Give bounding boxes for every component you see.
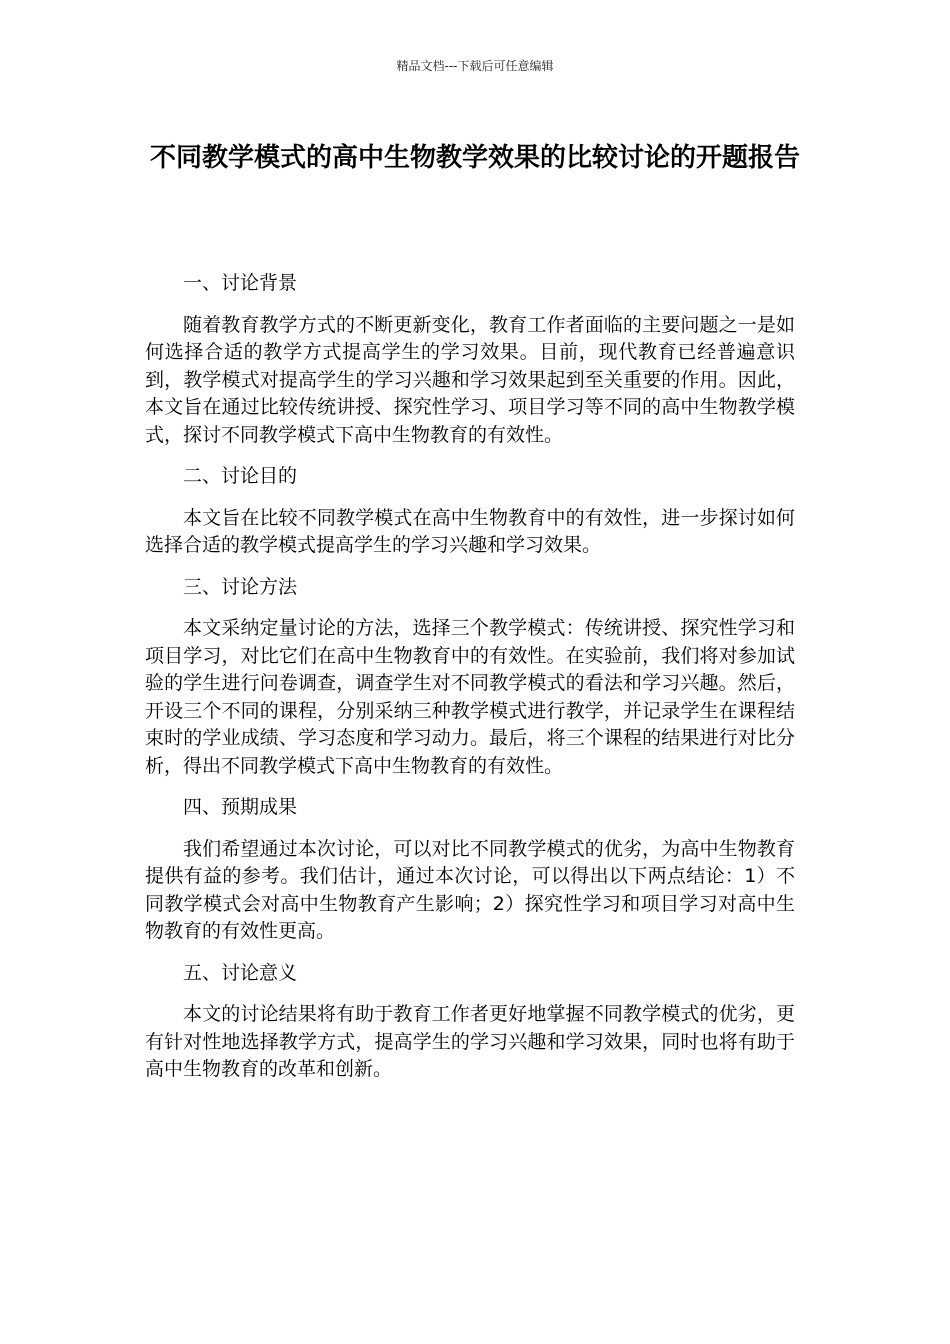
section-paragraph: 本文旨在比较不同教学模式在高中生物教育中的有效性，进一步探讨如何选择合适的教学模式提高学生的学习兴趣和学习效果。 bbox=[145, 506, 795, 556]
section-heading: 三、讨论方法 bbox=[183, 575, 298, 598]
section-heading: 四、预期成果 bbox=[183, 796, 298, 818]
section-method bbox=[145, 574, 795, 781]
section-heading: 二、讨论目的 bbox=[183, 465, 298, 487]
section-expected-results bbox=[145, 794, 795, 946]
document-body bbox=[145, 270, 795, 1098]
section-paragraph: 本文的讨论结果将有助于教育工作者更好地掌握不同教学模式的优劣，更有针对性地选择教学方式，提高学生的学习兴趣和学习效果，同时也将有助于高中生物教育的改革和创新。 bbox=[145, 1003, 795, 1080]
section-paragraph: 本文采纳定量讨论的方法，选择三个教学模式：传统讲授、探究性学习和项目学习，对比它们在高中生物教育中的有效性。在实验前，我们将对参加试验的学生进行问卷调查，调查学生对不同教学模式的看法和学习兴趣。然后，开设三个不同的课程，分别采纳三种教学模式进行教学，并记录学生在课程结束时的学业成绩、学习态度和学习动力。最后，将三个课程的结果进行对比分析，得出不同教学模式下高中生物教育的有效性。 bbox=[145, 617, 795, 777]
section-background bbox=[145, 270, 795, 449]
section-heading: 五、讨论意义 bbox=[183, 961, 298, 984]
section-paragraph: 我们希望通过本次讨论，可以对比不同教学模式的优劣，为高中生物教育提供有益的参考。我们估计，通过本次讨论，可以得出以下两点结论：1）不同教学模式会对高中生物教育产生影响；2）探究性学习和项目学习对高中生物教育的有效性更高。 bbox=[145, 837, 795, 942]
section-heading: 一、讨论背景 bbox=[183, 272, 298, 294]
section-purpose bbox=[145, 463, 795, 560]
section-paragraph: 随着教育教学方式的不断更新变化，教育工作者面临的主要问题之一是如何选择合适的教学方式提高学生的学习效果。目前，现代教育已经普遍意识到，教学模式对提高学生的学习兴趣和学习效果起到至关重要的作用。因此，本文旨在通过比较传统讲授、探究性学习、项目学习等不同的高中生物教学模式，探讨不同教学模式下高中生物教育的有效性。 bbox=[145, 313, 795, 446]
document-title: 不同教学模式的高中生物教学效果的比较讨论的开题报告 bbox=[149, 143, 800, 173]
section-significance bbox=[145, 960, 795, 1084]
header-note: 精品文档---下载后可任意编辑 bbox=[396, 59, 554, 73]
